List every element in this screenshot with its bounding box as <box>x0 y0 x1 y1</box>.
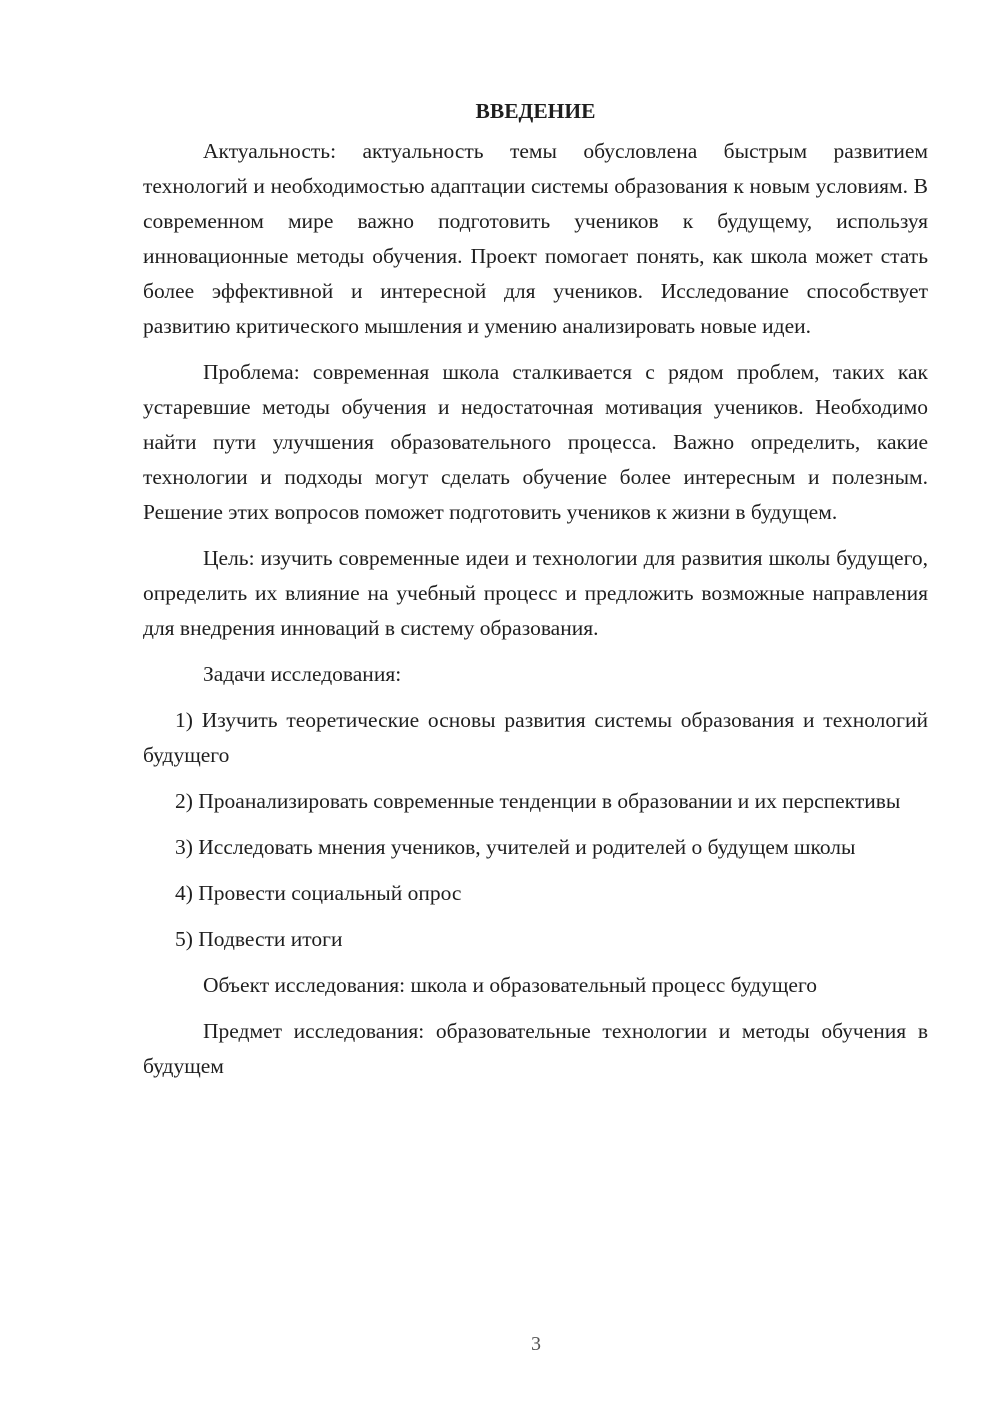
document-page <box>143 96 928 1095</box>
task-item-3: 3) Исследовать мнения учеников, учителей и родителей о будущем школы <box>175 835 856 859</box>
page-number: 3 <box>531 1333 541 1355</box>
section-title: ВВЕДЕНИЕ <box>475 99 596 123</box>
paragraph-problem: Проблема: современная школа сталкивается с рядом проблем, таких как устаревшие методы обучения и недостаточная мотивация учеников. Необходимо найти пути улучшения образовательного процесса. Важно определить, какие технологии и подходы могут сделать обучение более интересным и полезным. Решение этих вопросов поможет подготовить учеников к жизни в будущем. <box>143 360 928 524</box>
task-item-1: 1) Изучить теоретические основы развития системы образования и технологий будущего <box>143 708 928 767</box>
task-item-5: 5) Подвести итоги <box>175 927 343 951</box>
task-item-4: 4) Провести социальный опрос <box>175 881 462 905</box>
tasks-heading: Задачи исследования: <box>203 662 402 686</box>
paragraph-goal: Цель: изучить современные идеи и технологии для развития школы будущего, определить их влияние на учебный процесс и предложить возможные направления для внедрения инноваций в систему образования. <box>143 546 928 640</box>
task-item-2: 2) Проанализировать современные тенденции в образовании и их перспективы <box>175 789 901 813</box>
paragraph-relevance: Актуальность: актуальность темы обусловлена быстрым развитием технологий и необходимостью адаптации системы образования к новым условиям. В современном мире важно подготовить учеников к будущему, используя инновационные методы обучения. Проект помогает понять, как школа может стать более эффективной и интересной для учеников. Исследование способствует развитию критического мышления и умению анализировать новые идеи. <box>143 139 928 338</box>
research-subject: Предмет исследования: образовательные технологии и методы обучения в будущем <box>143 1019 928 1078</box>
research-object: Объект исследования: школа и образовательный процесс будущего <box>203 973 817 997</box>
